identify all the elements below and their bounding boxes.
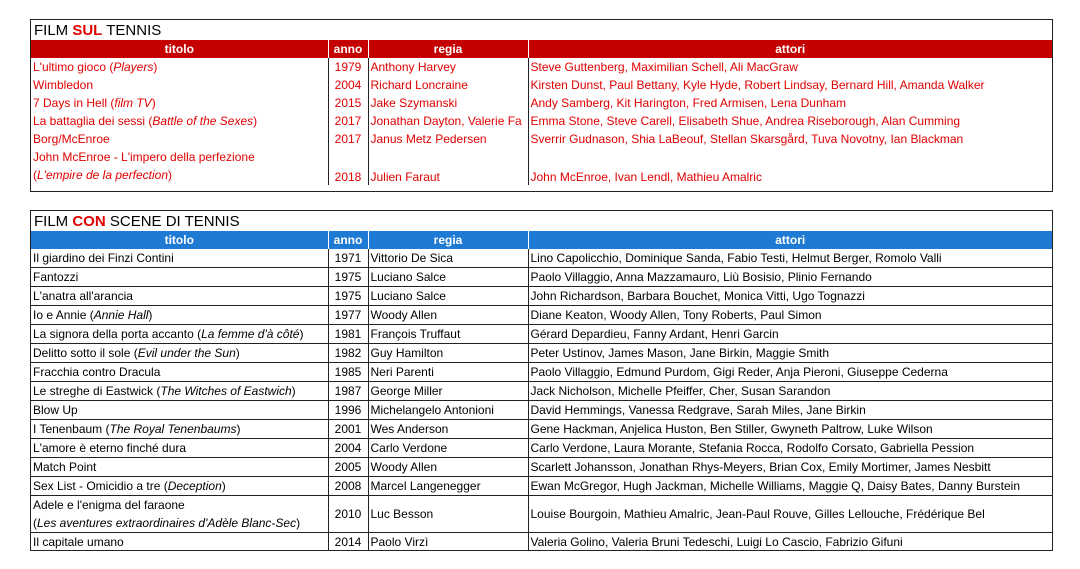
cell-regia: Luciano Salce (368, 287, 528, 306)
title-text: Delitto sotto il sole ( (33, 346, 138, 360)
section-title-films-about-tennis (31, 20, 1052, 40)
title-text: L'ultimo gioco ( (33, 60, 114, 74)
cell-anno: 2005 (328, 458, 368, 477)
table-row (31, 249, 1052, 268)
cell-regia: Woody Allen (368, 458, 528, 477)
cell-regia: Vittorio De Sica (368, 249, 528, 268)
header-row (31, 231, 1052, 249)
cell-attori: Louise Bourgoin, Mathieu Amalric, Jean-Paul Rouve, Gilles Lellouche, Frédérique Bel (528, 496, 1052, 533)
title-open: ( (33, 516, 37, 530)
title-close: ) (168, 168, 173, 182)
cell-titolo (31, 382, 328, 401)
table-row (31, 130, 1052, 148)
header-attori: attori (528, 40, 1052, 58)
cell-regia: Wes Anderson (368, 420, 528, 439)
cell-regia: Luc Besson (368, 496, 528, 533)
table-row (31, 533, 1052, 552)
title-close: ) (291, 384, 296, 398)
title-highlight: CON (72, 213, 106, 230)
table-row (31, 268, 1052, 287)
cell-titolo (31, 401, 328, 420)
cell-anno: 1979 (328, 58, 368, 76)
cell-anno: 2017 (328, 112, 368, 130)
table-row (31, 363, 1052, 382)
title-text: Fracchia contro Dracula (33, 365, 161, 379)
title-close: ) (153, 60, 158, 74)
cell-titolo (31, 112, 328, 130)
cell-attori: Ewan McGregor, Hugh Jackman, Michelle Williams, Maggie Q, Daisy Bates, Danny Burstein (528, 477, 1052, 496)
table (31, 40, 1052, 185)
table-row (31, 76, 1052, 94)
title-close: ) (148, 308, 153, 322)
cell-titolo (31, 58, 328, 76)
cell-anno: 2001 (328, 420, 368, 439)
cell-regia: Woody Allen (368, 306, 528, 325)
title-original: The Royal Tenenbaums (109, 422, 237, 436)
title-text: Sex List - Omicidio a tre ( (33, 479, 168, 493)
table-row (31, 420, 1052, 439)
cell-attori: Steve Guttenberg, Maximilian Schell, Ali MacGraw (530, 60, 798, 74)
cell-anno: 1981 (328, 325, 368, 344)
title-text: 7 Days in Hell ( (33, 96, 115, 110)
title-original: film TV (114, 96, 152, 110)
title-close: ) (236, 422, 241, 436)
title-open: ( (33, 168, 37, 182)
table (31, 231, 1052, 551)
table-row (31, 94, 1052, 112)
title-text: L'anatra all'arancia (33, 289, 133, 303)
title-close: ) (221, 479, 226, 493)
title-close: ) (299, 327, 304, 341)
title-original: Deception (167, 479, 222, 493)
cell-titolo (31, 458, 328, 477)
cell-titolo (31, 76, 328, 94)
cell-regia: Marcel Langenegger (368, 477, 528, 496)
cell-regia: George Miller (368, 382, 528, 401)
cell-titolo (31, 363, 328, 382)
title-text: La battaglia dei sessi ( (33, 114, 153, 128)
cell-attori: Paolo Villaggio, Anna Mazzamauro, Liù Bosisio, Plinio Fernando (528, 268, 1052, 287)
cell-anno: 1985 (328, 363, 368, 382)
table-row (31, 401, 1052, 420)
section-title-films-with-tennis-scenes (31, 211, 1052, 231)
films-about-tennis-table (30, 19, 1053, 192)
cell-regia: Paolo Virzì (368, 533, 528, 552)
title-highlight: SUL (72, 22, 103, 39)
title-prefix: FILM (34, 22, 73, 39)
title-text: Io e Annie ( (33, 308, 94, 322)
cell-regia: Neri Parenti (368, 363, 528, 382)
films-with-tennis-scenes-table (30, 210, 1053, 551)
title-close: ) (253, 114, 258, 128)
cell-regia: François Truffaut (368, 325, 528, 344)
cell-attori: Lino Capolicchio, Dominique Sanda, Fabio Testi, Helmut Berger, Romolo Valli (528, 249, 1052, 268)
title-original: Evil under the Sun (137, 346, 236, 360)
cell-anno: 2015 (328, 94, 368, 112)
cell-anno: 1971 (328, 249, 368, 268)
title-original: La femme d'à côté (201, 327, 300, 341)
cell-titolo (31, 130, 328, 148)
table-row (31, 325, 1052, 344)
title-text: Adele e l'enigma del faraone (33, 498, 185, 512)
cell-attori: Carlo Verdone, Laura Morante, Stefania Rocca, Rodolfo Corsato, Gabriella Pession (528, 439, 1052, 458)
cell-regia: Carlo Verdone (368, 439, 528, 458)
title-text: Le streghe di Eastwick ( (33, 384, 161, 398)
cell-titolo (31, 148, 328, 185)
table-row (31, 148, 1052, 185)
cell-regia: Luciano Salce (368, 268, 528, 287)
cell-attori: Andy Samberg, Kit Harington, Fred Armisen, Lena Dunham (530, 96, 846, 110)
title-text: Fantozzi (33, 270, 79, 284)
header-anno: anno (328, 40, 368, 58)
cell-anno: 1975 (328, 268, 368, 287)
cell-attori: Gérard Depardieu, Fanny Ardant, Henri Garcin (528, 325, 1052, 344)
table-row (31, 458, 1052, 477)
cell-regia: Michelangelo Antonioni (368, 401, 528, 420)
cell-attori: Scarlett Johansson, Jonathan Rhys-Meyers, Brian Cox, Emily Mortimer, James Nesbitt (528, 458, 1052, 477)
table-row (31, 344, 1052, 363)
cell-attori: John McEnroe, Ivan Lendl, Mathieu Amalric (530, 170, 762, 184)
cell-anno: 2004 (328, 439, 368, 458)
table-row (31, 287, 1052, 306)
title-original: The Witches of Eastwich (160, 384, 292, 398)
cell-titolo (31, 496, 328, 533)
cell-anno: 1987 (328, 382, 368, 401)
cell-anno: 1982 (328, 344, 368, 363)
header-attori: attori (528, 231, 1052, 249)
cell-regia: Richard Loncraine (368, 76, 528, 94)
cell-attori: Gene Hackman, Anjelica Huston, Ben Stiller, Gwyneth Paltrow, Luke Wilson (528, 420, 1052, 439)
cell-regia: Anthony Harvey (368, 58, 528, 76)
title-original-line (33, 166, 328, 184)
cell-attori: Sverrir Gudnason, Shia LaBeouf, Stellan Skarsgård, Tuva Novotny, Ian Blackman (530, 132, 964, 146)
cell-attori: Diane Keaton, Woody Allen, Tony Roberts, Paul Simon (528, 306, 1052, 325)
cell-titolo (31, 287, 328, 306)
title-original: L'empire de la perfection (37, 168, 169, 182)
table-row (31, 382, 1052, 401)
title-text: I Tenenbaum ( (33, 422, 110, 436)
cell-titolo (31, 94, 328, 112)
title-text: John McEnroe - L'impero della perfezione (33, 150, 255, 164)
table-row (31, 112, 1052, 130)
cell-regia: Guy Hamilton (368, 344, 528, 363)
cell-regia: Julien Faraut (368, 148, 528, 185)
header-anno: anno (328, 231, 368, 249)
title-text: La signora della porta accanto ( (33, 327, 202, 341)
cell-attori: John Richardson, Barbara Bouchet, Monica Vitti, Ugo Tognazzi (528, 287, 1052, 306)
title-prefix: FILM (34, 213, 73, 230)
table-row (31, 496, 1052, 533)
cell-anno: 2018 (328, 148, 368, 185)
cell-titolo (31, 420, 328, 439)
title-text: Il giardino dei Finzi Contini (33, 251, 174, 265)
title-close: ) (235, 346, 240, 360)
title-text: Blow Up (33, 403, 78, 417)
cell-anno: 1977 (328, 306, 368, 325)
title-original: Players (113, 60, 154, 74)
cell-titolo: Il capitale umano (31, 533, 328, 552)
title-close: ) (151, 96, 156, 110)
cell-attori: Valeria Golino, Valeria Bruni Tedeschi, Luigi Lo Cascio, Fabrizio Gifuni (530, 535, 903, 549)
header-row (31, 40, 1052, 58)
cell-anno: 2004 (328, 76, 368, 94)
table-row (31, 477, 1052, 496)
cell-titolo (31, 344, 328, 363)
cell-titolo (31, 249, 328, 268)
table-row (31, 306, 1052, 325)
cell-anno: 2008 (328, 477, 368, 496)
cell-regia: Janus Metz Pedersen (368, 130, 528, 148)
cell-anno: 1975 (328, 287, 368, 306)
cell-anno: 2010 (328, 496, 368, 533)
title-text: Borg/McEnroe (33, 132, 110, 146)
cell-attori: David Hemmings, Vanessa Redgrave, Sarah Miles, Jane Birkin (528, 401, 1052, 420)
title-original-line (33, 514, 328, 532)
cell-attori: Jack Nicholson, Michelle Pfeiffer, Cher, Susan Sarandon (528, 382, 1052, 401)
cell-anno: 2017 (328, 130, 368, 148)
cell-attori: Paolo Villaggio, Edmund Purdom, Gigi Reder, Anja Pieroni, Giuseppe Cederna (528, 363, 1052, 382)
cell-attori: Peter Ustinov, James Mason, Jane Birkin, Maggie Smith (528, 344, 1052, 363)
cell-anno: 1996 (328, 401, 368, 420)
table-row (31, 58, 1052, 76)
header-regia: regia (368, 231, 528, 249)
table-row (31, 439, 1052, 458)
cell-titolo (31, 268, 328, 287)
title-suffix: SCENE DI TENNIS (105, 213, 240, 230)
header-titolo: titolo (31, 40, 328, 58)
cell-titolo (31, 477, 328, 496)
cell-anno: 2014 (328, 533, 368, 552)
title-original: Annie Hall (93, 308, 149, 322)
cell-attori: Emma Stone, Steve Carell, Elisabeth Shue, Andrea Riseborough, Alan Cumming (530, 114, 961, 128)
cell-regia: Jake Szymanski (368, 94, 528, 112)
cell-attori: Kirsten Dunst, Paul Bettany, Kyle Hyde, Robert Lindsay, Bernard Hill, Amanda Walker (530, 78, 985, 92)
cell-titolo (31, 325, 328, 344)
title-close: ) (296, 516, 301, 530)
title-text: Wimbledon (33, 78, 94, 92)
cell-titolo (31, 306, 328, 325)
cell-titolo (31, 439, 328, 458)
title-suffix: TENNIS (102, 22, 162, 39)
title-original: Battle of the Sexes (152, 114, 254, 128)
title-original: Les aventures extraordinaires d'Adèle Blanc-Sec (37, 516, 297, 530)
cell-regia: Jonathan Dayton, Valerie Fa (368, 112, 528, 130)
title-text: L'amore è eterno finché dura (33, 441, 187, 455)
header-regia: regia (368, 40, 528, 58)
header-titolo: titolo (31, 231, 328, 249)
title-text: Match Point (33, 460, 97, 474)
